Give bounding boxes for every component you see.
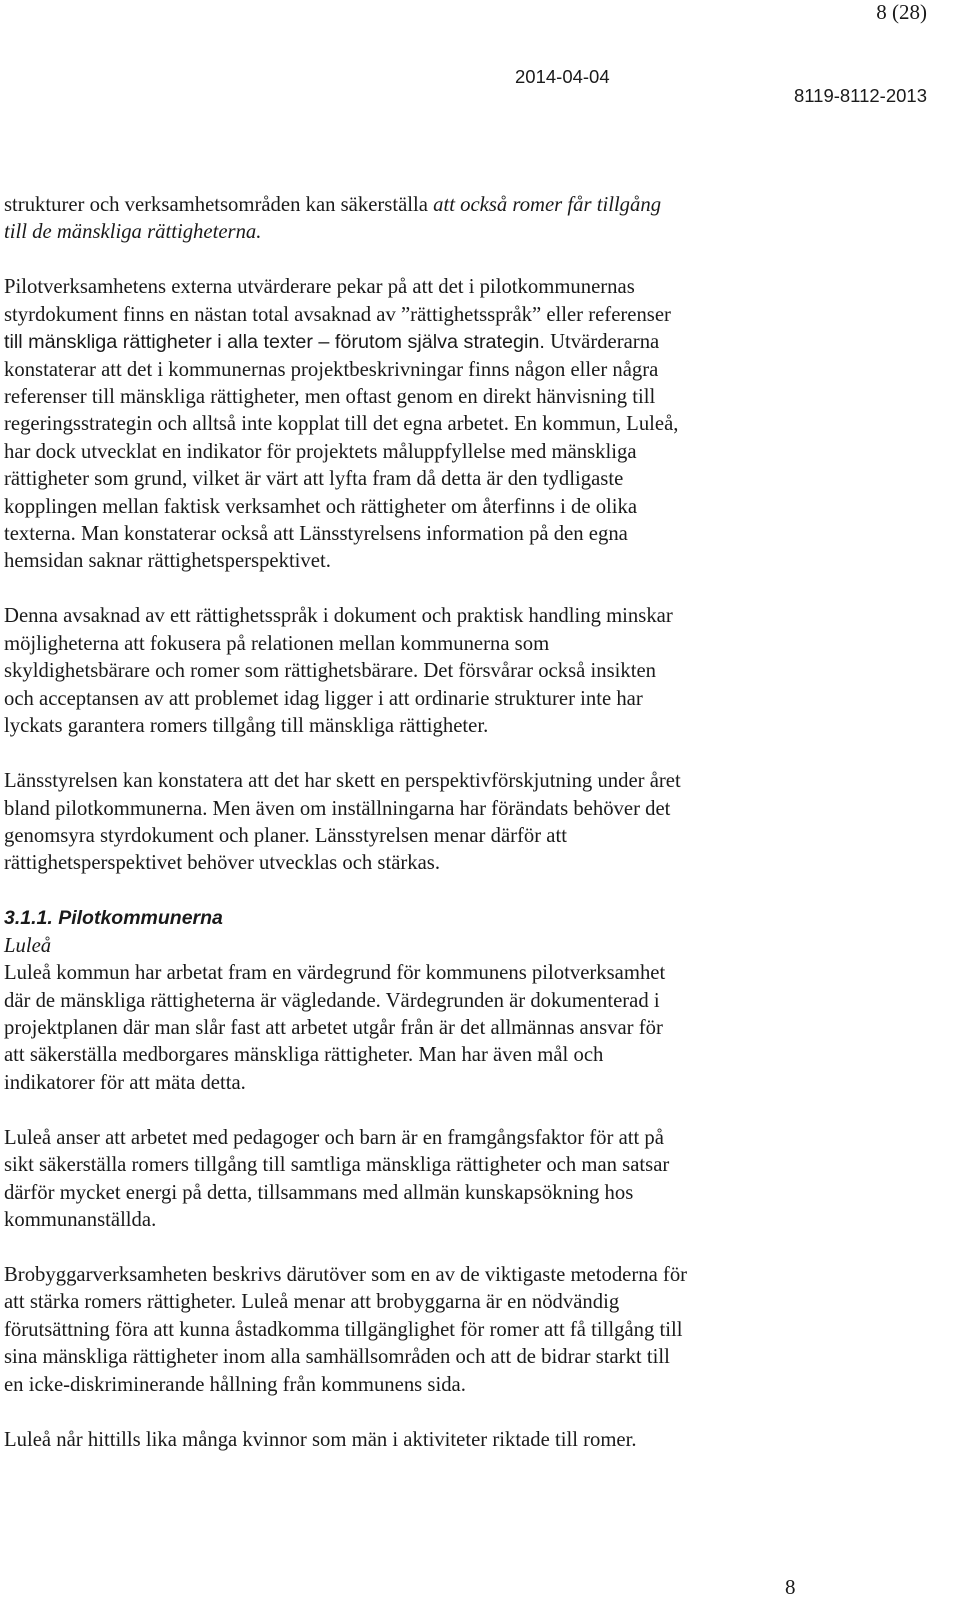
section-subheading: Luleå — [4, 934, 52, 957]
text-line: skyldighetsbärare och romer som rättighetsbärare. Det försvårar också insikten — [4, 660, 656, 683]
paragraph-6 — [4, 1125, 834, 1235]
paragraph-1 — [4, 192, 834, 247]
text-line: kommunanställda. — [4, 1208, 157, 1231]
text-line: Denna avsaknad av ett rättighetsspråk i dokument och praktisk handling minskar — [4, 605, 673, 628]
text-line: rättigheter som grund, vilket är värt att lyfta fram då detta är den tydligaste — [4, 468, 624, 491]
text-run: regeringsstrategin och alltså inte kopplat till det egna arbetet. — [4, 413, 509, 436]
paragraph-4 — [4, 768, 834, 878]
section-heading: 3.1.1. Pilotkommunerna — [4, 907, 223, 930]
text-line: en icke-diskriminerande hållning från kommunens sida. — [4, 1373, 466, 1396]
text-line: lyckats garantera romers tillgång till mänskliga rättigheter. — [4, 715, 489, 738]
text-line: bland pilotkommunerna. Men även om inställningarna har förändats behöver det — [4, 797, 671, 820]
sans-text: till mänskliga rättigheter i alla texter – förutom själva strategin. — [4, 331, 545, 354]
paragraph-7 — [4, 1262, 834, 1399]
text-line: Brobyggarverksamheten beskrivs därutöver som en av de viktigaste metoderna för — [4, 1263, 688, 1286]
text-line: Luleå anser att arbetet med pedagoger och barn är en framgångsfaktor för att på — [4, 1126, 664, 1149]
text-line: projektplanen där man slår fast att arbetet utgår från är det allmännas ansvar för — [4, 1016, 663, 1039]
text-line: texterna. Man konstaterar också att Länsstyrelsens information på den egna — [4, 523, 628, 546]
text-line: rättighetsperspektivet behöver utvecklas och stärkas. — [4, 852, 441, 875]
text-line: att stärka romers rättigheter. Luleå menar att brobyggarna är en nödvändig — [4, 1291, 620, 1314]
text-line: sikt säkerställa romers tillgång till samtliga mänskliga rättigheter och man satsar — [4, 1154, 670, 1177]
italic-text: till de mänskliga rättigheterna. — [4, 221, 262, 244]
text-line: Pilotverksamhetens externa utvärderare pekar på att det i pilotkommunernas — [4, 276, 635, 299]
text-line: konstaterar att det i kommunernas projektbeskrivningar finns någon eller några — [4, 358, 659, 381]
text-line: Luleå kommun har arbetat fram en värdegrund för kommunens pilotverksamhet — [4, 962, 666, 985]
document-reference: 8119-8112-2013 — [793, 85, 927, 106]
text-line: indikatorer för att mäta detta. — [4, 1071, 246, 1094]
paragraph-5 — [4, 960, 834, 1097]
paragraph-8 — [4, 1427, 834, 1454]
page-indicator: 8 (28) — [876, 0, 927, 24]
text-run: En kommun, Luleå, — [508, 413, 679, 436]
footer-page-number: 8 — [785, 1575, 796, 1599]
text-line: förutsättning föra att kunna åstadkomma tillgänglighet för romer att få tillgång till — [4, 1318, 683, 1341]
text-line: hemsidan saknar rättighetsperspektivet. — [4, 550, 331, 573]
text-line: styrdokument finns en nästan total avsaknad av ”rättighetsspråk” eller referenser — [4, 303, 671, 326]
text-line: har dock utvecklat en indikator för projektets måluppfyllelse med mänskliga — [4, 440, 637, 463]
text-line: Luleå når hittills lika många kvinnor som män i aktiviteter riktade till romer. — [4, 1428, 637, 1451]
text-line: och acceptansen av att problemet idag ligger i att ordinarie strukturer inte har — [4, 687, 643, 710]
text-line: kopplingen mellan faktisk verksamhet och rättigheter om återfinns i de olika — [4, 495, 638, 518]
text-line: referenser till mänskliga rättigheter, men oftast genom en direkt hänvisning till — [4, 386, 656, 409]
italic-text: att också romer får tillgång — [433, 194, 662, 216]
text-line: möjligheterna att fokusera på relationen mellan kommunerna som — [4, 632, 550, 655]
text-line: därför mycket energi på detta, tillsammans med allmän kunskapsökning hos — [4, 1181, 634, 1204]
body-text — [4, 192, 834, 1482]
text-line — [4, 219, 834, 246]
document-date: 2014-04-04 — [515, 66, 610, 87]
paragraph-3 — [4, 603, 834, 740]
text-line: Länsstyrelsen kan konstatera att det har skett en perspektivförskjutning under året — [4, 770, 681, 793]
text-line: där de mänskliga rättigheterna är vägledande. Värdegrunden är dokumenterad i — [4, 989, 660, 1012]
text-line — [4, 192, 834, 219]
text-run: Utvärderarna — [544, 331, 660, 354]
text-line — [4, 411, 834, 438]
text-run: strukturer och verksamhetsområden kan säkerställa — [4, 194, 434, 216]
paragraph-2 — [4, 274, 834, 575]
text-line — [4, 329, 834, 356]
text-line: genomsyra styrdokument och planer. Länsstyrelsen menar därför att — [4, 824, 567, 847]
text-line: sina mänskliga rättigheter inom alla samhällsområden och att de bidrar starkt till — [4, 1346, 670, 1369]
text-line: att säkerställa medborgares mänskliga rättigheter. Man har även mål och — [4, 1044, 604, 1067]
